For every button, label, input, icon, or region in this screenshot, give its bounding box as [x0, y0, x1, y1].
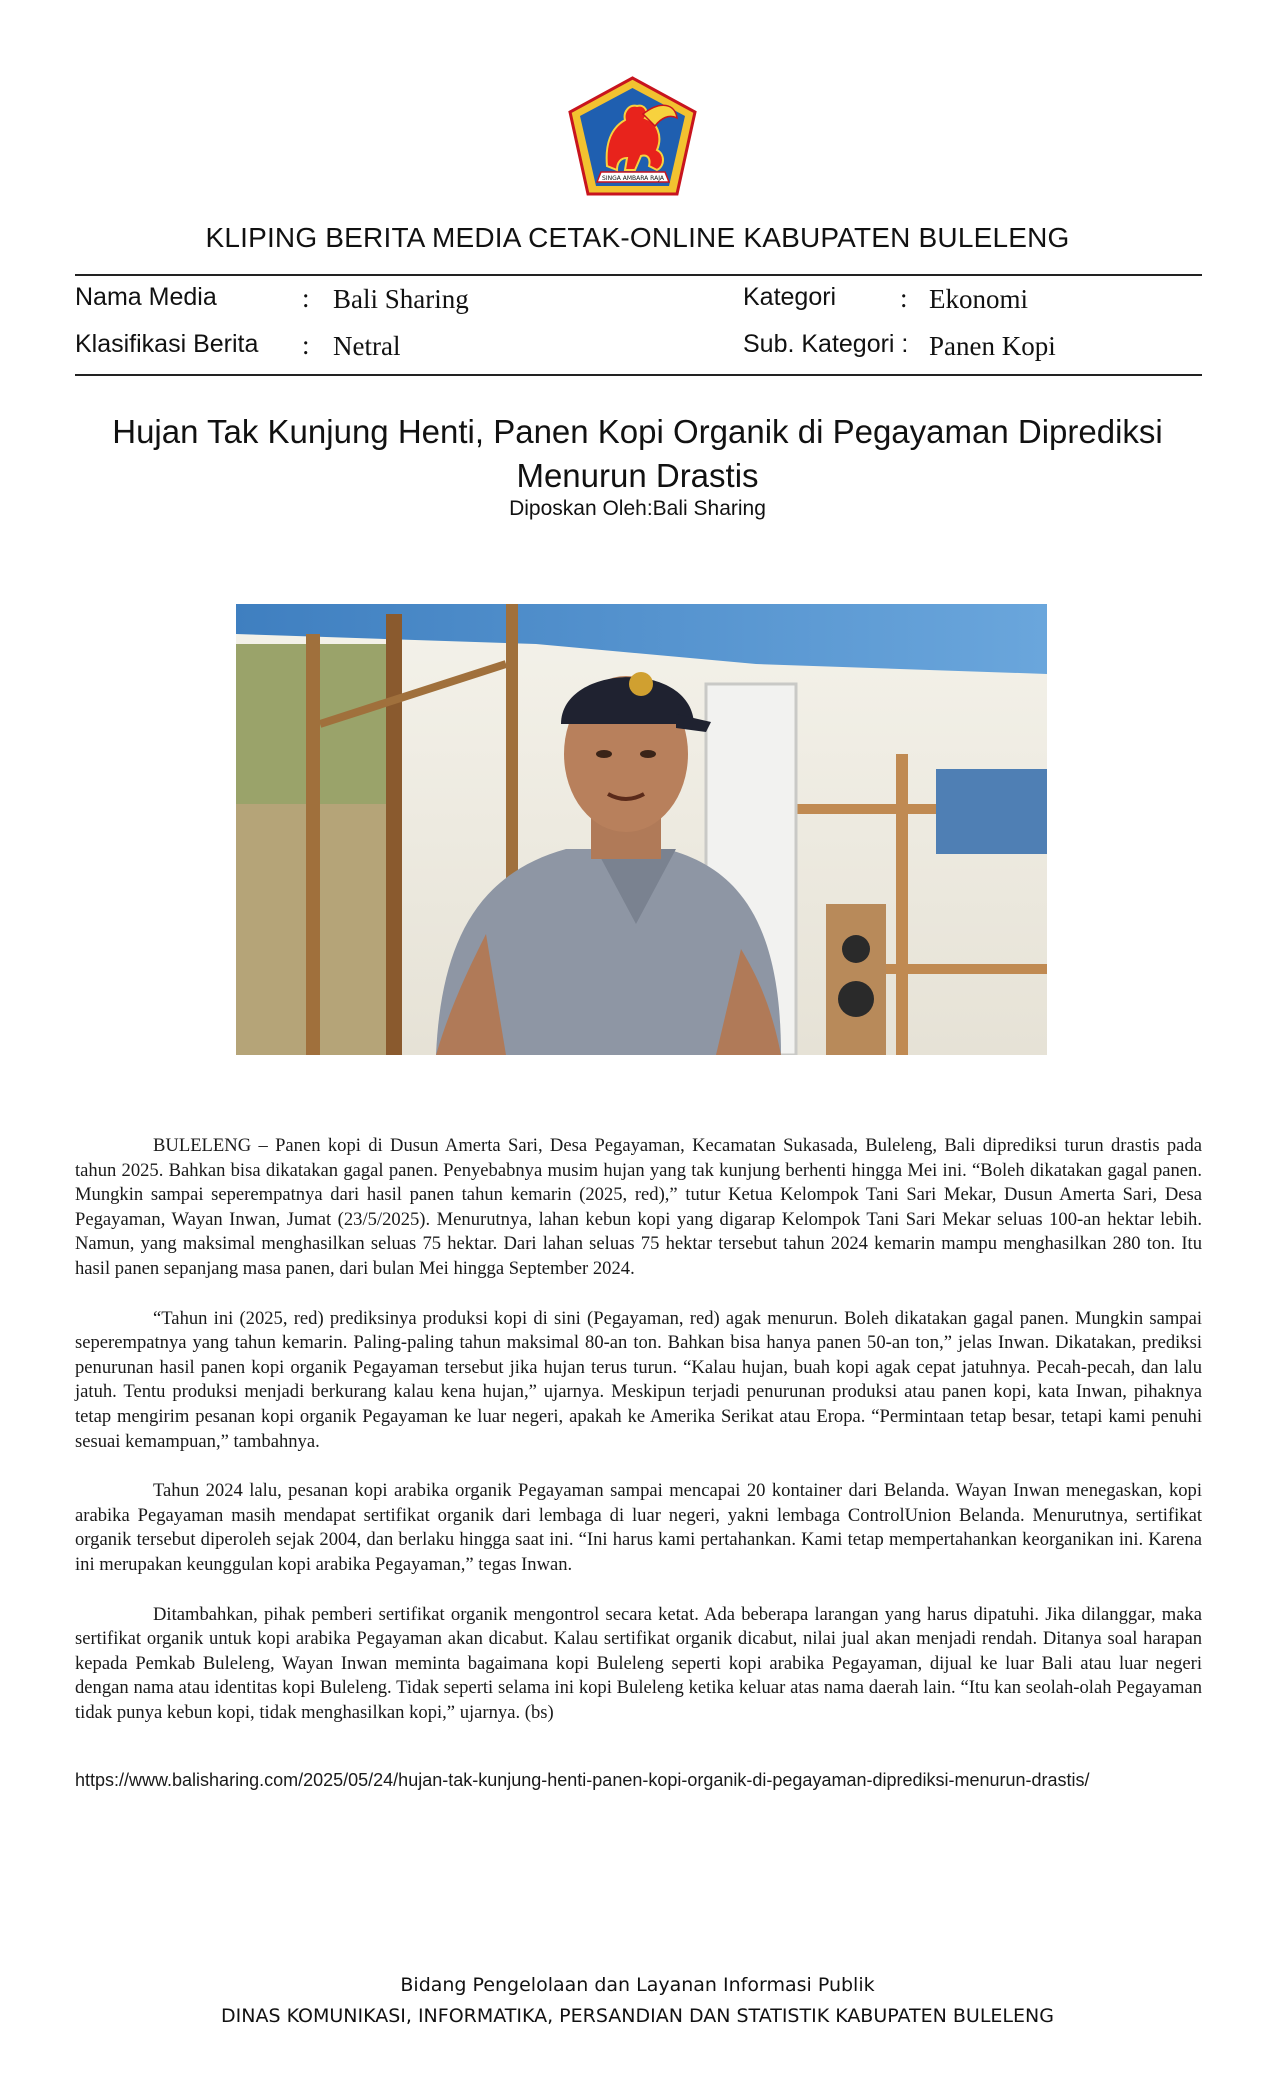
footer-agency: DINAS KOMUNIKASI, INFORMATIKA, PERSANDIAN DAN STATISTIK KABUPATEN BULELENG [221, 2005, 1054, 2027]
kategori-value: Ekonomi [929, 284, 1028, 314]
lion-crest-icon [565, 74, 700, 200]
article-headline: Hujan Tak Kunjung Henti, Panen Kopi Organik di Pegayaman Diprediksi Menurun Drastis [112, 413, 1163, 494]
header-rule-bottom [75, 374, 1202, 376]
klasifikasi-colon: : [302, 330, 310, 360]
logo-motto: SINGA AMBARA RAJA [602, 175, 664, 182]
kategori-label: Kategori [743, 283, 837, 311]
source-url-link[interactable]: https://www.balisharing.com/2025/05/24/hujan-tak-kunjung-henti-panen-kopi-organik-di-pegayaman-diprediksi-menurun-drastis/ [75, 1770, 1090, 1790]
article-paragraph: BULELENG – Panen kopi di Dusun Amerta Sari, Desa Pegayaman, Kecamatan Sukasada, Buleleng, Bali diprediksi turun drastis pada tahun 2025. Bahkan bisa dikatakan gagal panen. Penyebabnya musim hujan yang tak kunjung berhenti hingga Mei ini. “Boleh dikatakan gagal panen. Mungkin sampai seperempatnya dari hasil panen tahun kemarin (2025, red),” tutur Ketua Kelompok Tani Sari Mekar, Dusun Amerta Sari, Desa Pegayaman, Wayan Inwan, Jumat (23/5/2025). Menurutnya, lahan kebun kopi yang digarap Kelompok Tani Sari Mekar seluas 100-an hektar lebih. Namun, yang maksimal menghasilkan seluas 75 hektar. Dari lahan seluas 75 hektar tersebut tahun 2024 kemarin mampu menghasilkan 280 ton. Itu hasil panen sepanjang masa panen, dari bulan Mei hingga September 2024. [75, 1135, 1202, 1279]
sub-kategori-label: Sub. Kategori : [743, 330, 909, 358]
buleleng-logo [565, 74, 700, 200]
article-paragraph: “Tahun ini (2025, red) prediksinya produksi kopi di sini (Pegayaman, red) agak menurun. Boleh dikatakan gagal panen. Mungkin sampai seperempatnya yang tahun kemarin. Paling-paling tahun maksimal 80-an ton. Bahkan bisa hanya panen 50-an ton,” jelas Inwan. Dikatakan, prediksi penurunan hasil panen kopi organik Pegayaman tersebut jika hujan terus turun. “Kalau hujan, buah kopi agak cepat jatuhnya. Pecah-pecah, dan lalu jatuh. Tentu produksi menjadi berkurang kalau kena hujan,” ujarnya. Meskipun terjadi penurunan produksi atau panen kopi, kata Inwan, pihaknya tetap mengirim pesanan kopi organik Pegayaman ke luar negeri, apakah ke Amerika Serikat atau Eropa. “Permintaan tetap besar, tetapi kami penuhi sesuai kemampuan,” tambahnya. [75, 1307, 1202, 1452]
klasifikasi-label: Klasifikasi Berita [75, 330, 259, 358]
klasifikasi-value: Netral [333, 331, 401, 361]
kategori-colon: : [900, 283, 908, 313]
nama-media-label: Nama Media [75, 283, 217, 311]
article-paragraph: Tahun 2024 lalu, pesanan kopi arabika organik Pegayaman sampai mencapai 20 kontainer dari Belanda. Wayan Inwan menegaskan, kopi arabika Pegayaman masih mendapat sertifikat organik dari lembaga di luar negeri, yakni lembaga ControlUnion Belanda. Menurutnya, sertifikat organik tersebut diperoleh sejak 2004, dan berlaku hingga saat ini. “Ini harus kami pertahankan. Kami tetap mempertahankan keorganikan ini. Karena ini merupakan keunggulan kopi arabika Pegayaman,” tegas Inwan. [75, 1480, 1202, 1575]
article-photo [236, 604, 1047, 1055]
footer-division: Bidang Pengelolaan dan Layanan Informasi Publik [400, 1974, 875, 1996]
header-rule-top [75, 274, 1202, 276]
article-byline: Diposkan Oleh:Bali Sharing [509, 497, 766, 520]
clipping-header-title: KLIPING BERITA MEDIA CETAK-ONLINE KABUPATEN BULELENG [205, 222, 1070, 253]
article-body [75, 1134, 1202, 1750]
nama-media-value: Bali Sharing [333, 284, 469, 314]
sub-kategori-value: Panen Kopi [929, 331, 1056, 361]
nama-media-colon: : [302, 283, 310, 313]
article-paragraph: Ditambahkan, pihak pemberi sertifikat organik mengontrol secara ketat. Ada beberapa larangan yang harus dipatuhi. Jika dilanggar, maka sertifikat organik untuk kopi arabika Pegayaman akan dicabut. Kalau sertifikat organik dicabut, nilai jual akan menjadi rendah. Ditanya soal harapan kepada Pemkab Buleleng, Wayan Inwan meminta bagaimana kopi Buleleng seperti kopi arabika Pegayaman, dijual ke luar Bali atau luar negeri dengan nama atau identitas kopi Buleleng. Tidak seperti selama ini kopi Buleleng ketika keluar atas nama daerah lain. “Itu kan seolah-olah Pegayaman tidak punya kebun kopi, tidak menghasilkan kopi,” ujarnya. (bs) [75, 1603, 1202, 1723]
